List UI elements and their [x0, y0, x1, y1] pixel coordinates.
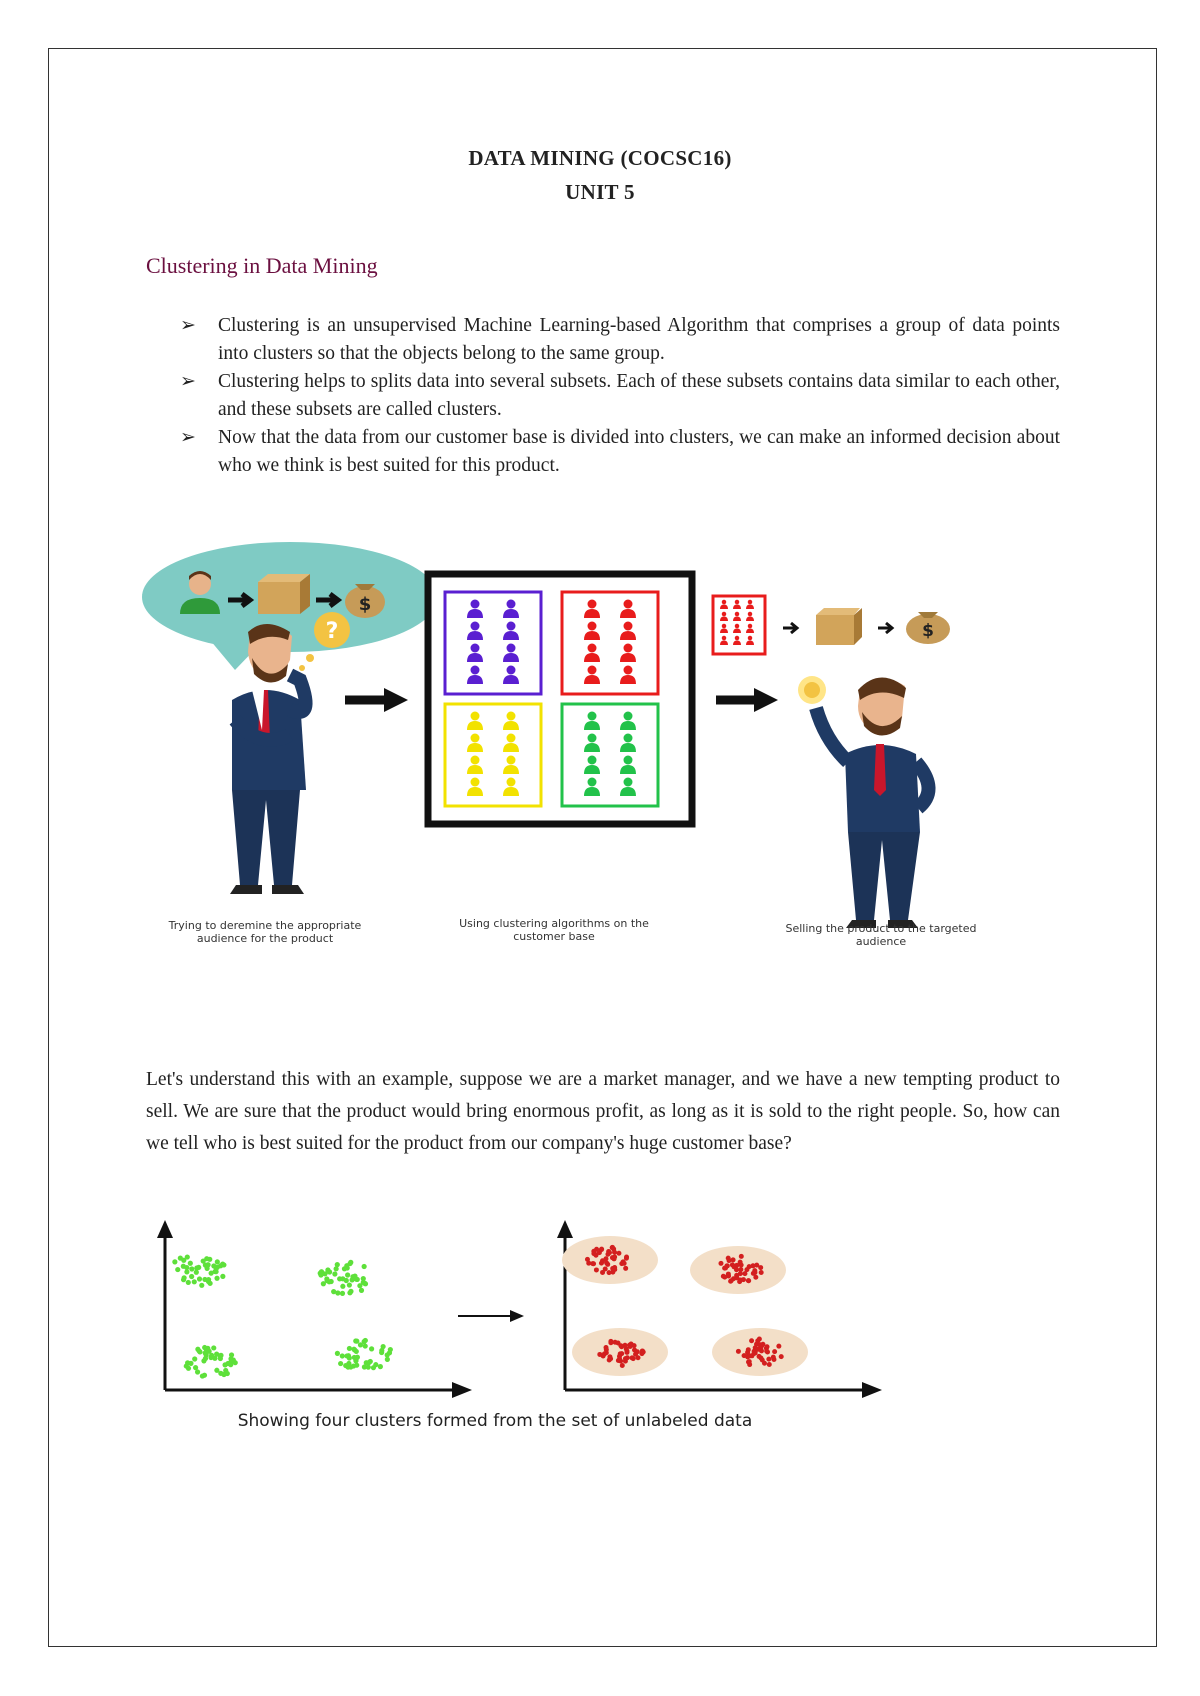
- data-point: [178, 1256, 183, 1261]
- data-point: [730, 1262, 735, 1267]
- data-point: [764, 1349, 769, 1354]
- data-point: [641, 1349, 646, 1354]
- unlabeled-points: [172, 1254, 393, 1378]
- clusters-diagram: [140, 1218, 900, 1468]
- data-point: [757, 1354, 762, 1359]
- data-point: [189, 1274, 194, 1279]
- data-point: [742, 1271, 747, 1276]
- data-point: [345, 1272, 350, 1277]
- data-point: [331, 1289, 336, 1294]
- data-point: [354, 1363, 359, 1368]
- data-point: [757, 1337, 762, 1342]
- data-point: [772, 1349, 777, 1354]
- bullet-text: Now that the data from our customer base is divided into clusters, we can make an informed decision about who we think is best suited for this product.: [218, 427, 1060, 476]
- data-point: [199, 1283, 204, 1288]
- data-point: [192, 1279, 197, 1284]
- data-point: [388, 1347, 393, 1352]
- data-point: [605, 1252, 610, 1257]
- data-point: [359, 1288, 364, 1293]
- data-point: [363, 1338, 368, 1343]
- list-item: [180, 312, 1060, 368]
- data-point: [594, 1267, 599, 1272]
- data-point: [220, 1274, 225, 1279]
- data-point: [233, 1360, 238, 1365]
- caption-left-line2: audience for the product: [196, 932, 334, 945]
- data-point: [202, 1345, 207, 1350]
- clustered-points: [562, 1236, 808, 1376]
- arrow-icon: [878, 623, 892, 633]
- point-cluster: [318, 1260, 368, 1296]
- data-point: [591, 1261, 596, 1266]
- data-point: [612, 1256, 617, 1261]
- data-point: [201, 1358, 206, 1363]
- data-point: [363, 1281, 368, 1286]
- section-heading: Clustering in Data Mining: [146, 253, 378, 278]
- data-point: [759, 1270, 764, 1275]
- labeled-cluster: [690, 1246, 786, 1294]
- data-point: [750, 1263, 755, 1268]
- data-point: [362, 1264, 367, 1269]
- point-cluster: [335, 1338, 393, 1370]
- data-point: [221, 1262, 226, 1267]
- data-point: [378, 1364, 383, 1369]
- example-paragraph: Let's understand this with an example, suppose we are a market manager, and we have a new tempting product to sell. We are sure that the product would bring enormous profit, as long as it is sold to the right people. So, how can we tell who is best suited for the product from our company's huge customer base?: [146, 1069, 1060, 1154]
- happy-businessman: [798, 676, 929, 928]
- data-point: [728, 1279, 733, 1284]
- transform-arrow-head: [510, 1310, 524, 1322]
- data-point: [623, 1266, 628, 1271]
- clustering-process-illustration: [140, 540, 1060, 960]
- cluster-box: [562, 592, 658, 694]
- data-point: [335, 1351, 340, 1356]
- arrow-bullet-icon: ➢: [180, 315, 196, 336]
- data-point: [354, 1339, 359, 1344]
- data-point: [734, 1273, 739, 1278]
- data-point: [758, 1265, 763, 1270]
- data-point: [747, 1353, 752, 1358]
- data-point: [196, 1265, 201, 1270]
- data-point: [771, 1355, 776, 1360]
- product-box-icon: [258, 574, 310, 614]
- labeled-cluster: [712, 1328, 808, 1376]
- data-point: [188, 1261, 193, 1266]
- data-point: [736, 1349, 741, 1354]
- data-point: [347, 1346, 352, 1351]
- data-point: [194, 1270, 199, 1275]
- data-point: [718, 1261, 723, 1266]
- caption-right-line2: audience: [855, 935, 907, 948]
- data-point: [353, 1358, 358, 1363]
- data-point: [340, 1353, 345, 1358]
- caption-right-line1: Selling the product to the targeted: [785, 922, 977, 935]
- data-point: [600, 1270, 605, 1275]
- data-point: [347, 1355, 352, 1360]
- data-point: [338, 1361, 343, 1366]
- data-point: [610, 1266, 615, 1271]
- data-point: [739, 1254, 744, 1259]
- data-point: [599, 1247, 604, 1252]
- data-point: [325, 1278, 330, 1283]
- data-point: [181, 1277, 186, 1282]
- data-point: [610, 1245, 615, 1250]
- data-point: [746, 1278, 751, 1283]
- data-point: [779, 1354, 784, 1359]
- data-point: [762, 1361, 767, 1366]
- document-unit: UNIT 5: [565, 180, 635, 204]
- data-point: [318, 1272, 323, 1277]
- arrow-head: [754, 688, 778, 712]
- data-point: [186, 1366, 191, 1371]
- data-point: [215, 1259, 220, 1264]
- data-point: [593, 1253, 598, 1258]
- data-point: [629, 1341, 634, 1346]
- caption-left-line1: Trying to deremine the appropriate: [168, 919, 362, 932]
- data-point: [347, 1290, 352, 1295]
- data-point: [604, 1347, 609, 1352]
- question-mark-icon: ?: [325, 619, 339, 644]
- unlabeled-data-axes: [157, 1220, 472, 1398]
- data-point: [195, 1369, 200, 1374]
- data-point: [345, 1265, 350, 1270]
- data-point: [623, 1356, 628, 1361]
- data-point: [624, 1348, 629, 1353]
- data-point: [181, 1264, 186, 1269]
- data-point: [172, 1259, 177, 1264]
- point-cluster: [172, 1254, 226, 1287]
- data-point: [363, 1343, 368, 1348]
- data-point: [371, 1365, 376, 1370]
- data-point: [208, 1355, 213, 1360]
- data-point: [597, 1352, 602, 1357]
- data-point: [724, 1263, 729, 1268]
- arrow-icon: [783, 623, 797, 633]
- data-point: [340, 1284, 345, 1289]
- data-point: [755, 1347, 760, 1352]
- arrow-bullet-icon: ➢: [180, 371, 196, 392]
- list-item: [180, 368, 1060, 424]
- data-point: [738, 1267, 743, 1272]
- cluster-box: [445, 592, 541, 694]
- data-point: [354, 1349, 359, 1354]
- data-point: [218, 1356, 223, 1361]
- arrow-bullet-icon: ➢: [180, 427, 196, 448]
- product-box-icon: [816, 608, 862, 645]
- cluster-box: [445, 704, 541, 806]
- data-point: [619, 1261, 624, 1266]
- data-point: [608, 1339, 613, 1344]
- list-item: [180, 424, 1060, 480]
- data-point: [616, 1251, 621, 1256]
- data-point: [214, 1276, 219, 1281]
- bullet-list: [180, 312, 1060, 480]
- data-point: [379, 1350, 384, 1355]
- data-point: [348, 1364, 353, 1369]
- data-point: [618, 1343, 623, 1348]
- caption-middle-line2: customer base: [513, 930, 595, 943]
- data-point: [192, 1356, 197, 1361]
- data-point: [186, 1280, 191, 1285]
- data-point: [722, 1275, 727, 1280]
- data-point: [175, 1267, 180, 1272]
- data-point: [366, 1360, 371, 1365]
- data-point: [624, 1256, 629, 1261]
- data-point: [209, 1271, 214, 1276]
- caption-middle-line1: Using clustering algorithms on the: [459, 917, 649, 930]
- data-point: [607, 1270, 612, 1275]
- data-point: [620, 1363, 625, 1368]
- data-point: [197, 1349, 202, 1354]
- labeled-cluster: [572, 1328, 668, 1376]
- data-point: [608, 1356, 613, 1361]
- data-point: [385, 1357, 390, 1362]
- data-point: [633, 1352, 638, 1357]
- data-point: [600, 1258, 605, 1263]
- data-point: [327, 1269, 332, 1274]
- bullet-text: Clustering helps to splits data into several subsets. Each of these subsets contains data similar to each other, and these subsets are called clusters.: [218, 371, 1060, 420]
- data-point: [737, 1279, 742, 1284]
- point-cluster: [184, 1345, 238, 1379]
- data-point: [369, 1346, 374, 1351]
- data-point: [218, 1371, 223, 1376]
- data-point: [631, 1356, 636, 1361]
- data-point: [204, 1256, 209, 1261]
- data-point: [202, 1373, 207, 1378]
- data-point: [197, 1276, 202, 1281]
- data-point: [207, 1349, 212, 1354]
- data-point: [348, 1260, 353, 1265]
- data-point: [726, 1256, 731, 1261]
- data-point: [344, 1278, 349, 1283]
- bullet-text: Clustering is an unsupervised Machine Learning-based Algorithm that comprises a group of data points into clusters so that the objects belong to the same group.: [218, 315, 1060, 364]
- money-symbol: $: [358, 594, 372, 615]
- data-point: [347, 1282, 352, 1287]
- labeled-cluster: [562, 1236, 658, 1284]
- arrow-head: [384, 688, 408, 712]
- data-point: [766, 1357, 771, 1362]
- data-point: [349, 1277, 354, 1282]
- data-point: [185, 1360, 190, 1365]
- data-point: [229, 1352, 234, 1357]
- data-point: [222, 1362, 227, 1367]
- data-point: [211, 1345, 216, 1350]
- data-point: [202, 1277, 207, 1282]
- data-point: [340, 1291, 345, 1296]
- data-point: [225, 1371, 230, 1376]
- data-point: [742, 1353, 747, 1358]
- data-point: [215, 1265, 220, 1270]
- data-point: [586, 1261, 591, 1266]
- data-point: [617, 1357, 622, 1362]
- data-point: [189, 1266, 194, 1271]
- data-point: [334, 1266, 339, 1271]
- cluster-box: [562, 704, 658, 806]
- data-point: [343, 1363, 348, 1368]
- figure-caption: Showing four clusters formed from the set of unlabeled data: [237, 1411, 753, 1431]
- data-point: [734, 1267, 739, 1272]
- data-point: [731, 1257, 736, 1262]
- data-point: [362, 1364, 367, 1369]
- data-point: [381, 1344, 386, 1349]
- svg-text:$: $: [922, 621, 934, 641]
- data-point: [746, 1359, 751, 1364]
- data-point: [332, 1271, 337, 1276]
- data-point: [767, 1362, 772, 1367]
- document-title: DATA MINING (COCSC16): [468, 146, 732, 170]
- data-point: [749, 1338, 754, 1343]
- money-bag-icon: [906, 612, 950, 644]
- data-point: [776, 1344, 781, 1349]
- data-point: [205, 1262, 210, 1267]
- data-point: [751, 1271, 756, 1276]
